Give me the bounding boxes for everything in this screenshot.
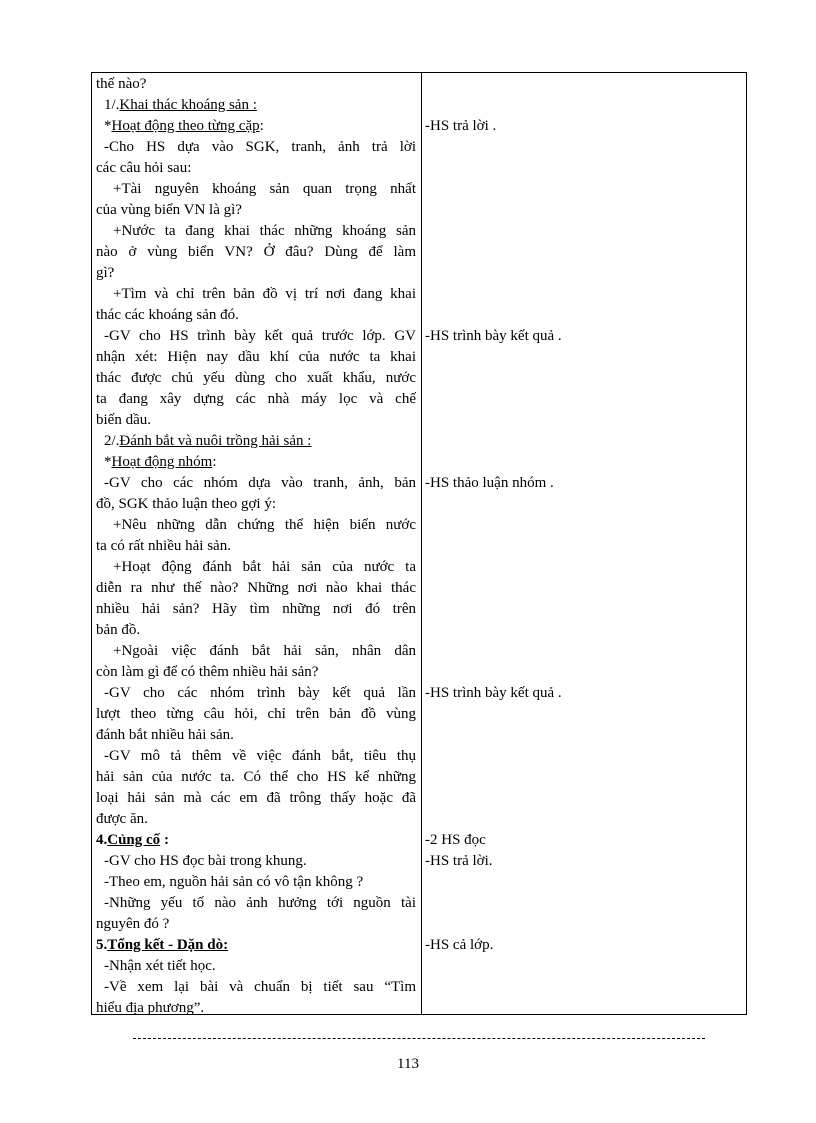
student-response: -HS trình bày kết quả . [425,328,562,344]
text-line: biến dầu. [96,412,151,428]
blank-line [425,179,743,200]
text-line: đồ, SGK thảo luận theo gợi ý: [96,496,276,512]
text-line: -GV cho các nhóm trình bày kết quả lần [104,685,416,701]
text-line: được ăn. [96,811,148,827]
blank-line [425,599,743,620]
text-line: -Cho HS dựa vào SGK, tranh, ảnh trả lời [104,139,416,155]
text-line: -Theo em, nguồn hải sản có vô tận không ? [104,874,364,890]
blank-line [425,872,743,893]
blank-line [425,662,743,683]
blank-line [425,893,743,914]
text-line: +Hoạt động đánh bắt hải sản của nước ta [113,559,416,575]
section-heading: 1/.Khai thác khoáng sản : [104,97,257,113]
section-heading: 4.Củng cố : [96,832,169,848]
text-line: nhận xét: Hiện nay dầu khí của nước ta khai [96,349,416,365]
blank-line [425,515,743,536]
blank-line [425,221,743,242]
blank-line [425,725,743,746]
text-line: hải sản của nước ta. Có thể cho HS kể những [96,769,416,785]
text-line: thế nào? [96,76,147,92]
text-line: đánh bắt nhiều hải sản. [96,727,234,743]
text-line: -Nhận xét tiết học. [104,958,216,974]
activity-heading: *Hoạt động nhóm: [104,454,217,470]
footer-dashed-rule [133,1038,705,1039]
text-line: nguyên đó ? [96,916,170,932]
blank-line [425,95,743,116]
text-line: +Nước ta đang khai thác những khoáng sản [113,223,416,239]
text-line: còn làm gì để có thêm nhiều hải sản? [96,664,319,680]
text-line: +Tìm và chỉ trên bản đồ vị trí nơi đang khai [113,286,416,302]
blank-line [425,704,743,725]
student-activities-column [425,74,743,956]
text-line: ta đang xây dựng các nhà máy lọc và chế [96,391,416,407]
blank-line [425,305,743,326]
text-line: hiểu địa phương”. [96,1000,205,1016]
blank-line [425,263,743,284]
blank-line [425,536,743,557]
blank-line [425,620,743,641]
text-line: bản đồ. [96,622,141,638]
blank-line [425,137,743,158]
student-response: -HS trả lời . [425,118,497,134]
blank-line [425,557,743,578]
text-line: -GV cho các nhóm dựa vào tranh, ảnh, bản [104,475,416,491]
blank-line [425,578,743,599]
column-divider [421,73,422,1014]
text-line: +Tài nguyên khoáng sản quan trọng nhất [113,181,416,197]
blank-line [425,431,743,452]
text-line: -GV mô tả thêm về việc đánh bắt, tiêu thụ [104,748,416,764]
text-line: thác được chủ yếu dùng cho xuất khẩu, nước [96,370,416,386]
blank-line [425,74,743,95]
text-line: thác các khoáng sản đó. [96,307,239,323]
blank-line [425,788,743,809]
text-line: nhiều hải sản? Hãy tìm những nơi đó trên [96,601,416,617]
text-line: -GV cho HS đọc bài trong khung. [104,853,307,869]
text-line: của vùng biển VN là gì? [96,202,242,218]
student-response: -HS cả lớp. [425,937,494,953]
student-response: -2 HS đọc [425,832,486,848]
blank-line [425,767,743,788]
blank-line [425,746,743,767]
student-response: -HS trả lời. [425,853,493,869]
blank-line [425,242,743,263]
blank-line [425,158,743,179]
blank-line [425,641,743,662]
text-line: loại hải sản mà các em đã trông thấy hoặc đã [96,790,416,806]
section-heading: 2/.Đánh bắt và nuôi trồng hải sản : [104,433,312,449]
text-line: -Những yếu tố nào ảnh hưởng tới nguồn tài [104,895,416,911]
student-response: -HS trình bày kết quả . [425,685,562,701]
text-line: +Nêu những dẫn chứng thể hiện biển nước [113,517,416,533]
text-line: lượt theo từng câu hỏi, chỉ trên bản đồ vùng [96,706,416,722]
blank-line [425,389,743,410]
text-line: ta có rất nhiều hải sản. [96,538,231,554]
blank-line [425,914,743,935]
blank-line [425,410,743,431]
blank-line [425,284,743,305]
student-response: -HS thảo luận nhóm . [425,475,554,491]
text-line: gì? [96,265,115,281]
blank-line [425,452,743,473]
teacher-activities-column [96,74,416,1019]
blank-line [425,494,743,515]
blank-line [425,347,743,368]
text-line: các câu hỏi sau: [96,160,192,176]
section-heading: 5.Tổng kết - Dặn dò: [96,937,229,953]
activity-heading: *Hoạt động theo từng cặp: [104,118,264,134]
blank-line [425,368,743,389]
blank-line [425,809,743,830]
text-line: -GV cho HS trình bày kết quả trước lớp. GV [104,328,416,344]
page-number: 113 [397,1056,419,1072]
blank-line [425,200,743,221]
lesson-table [91,72,747,1015]
text-line: +Ngoài việc đánh bắt hải sản, nhân dân [113,643,416,659]
text-line: nào ở vùng biển VN? Ở đâu? Dùng để làm [96,244,416,260]
text-line: diễn ra như thế nào? Những nơi nào khai thác [96,580,416,596]
text-line: -Về xem lại bài và chuẩn bị tiết sau “Tìm [104,979,416,995]
